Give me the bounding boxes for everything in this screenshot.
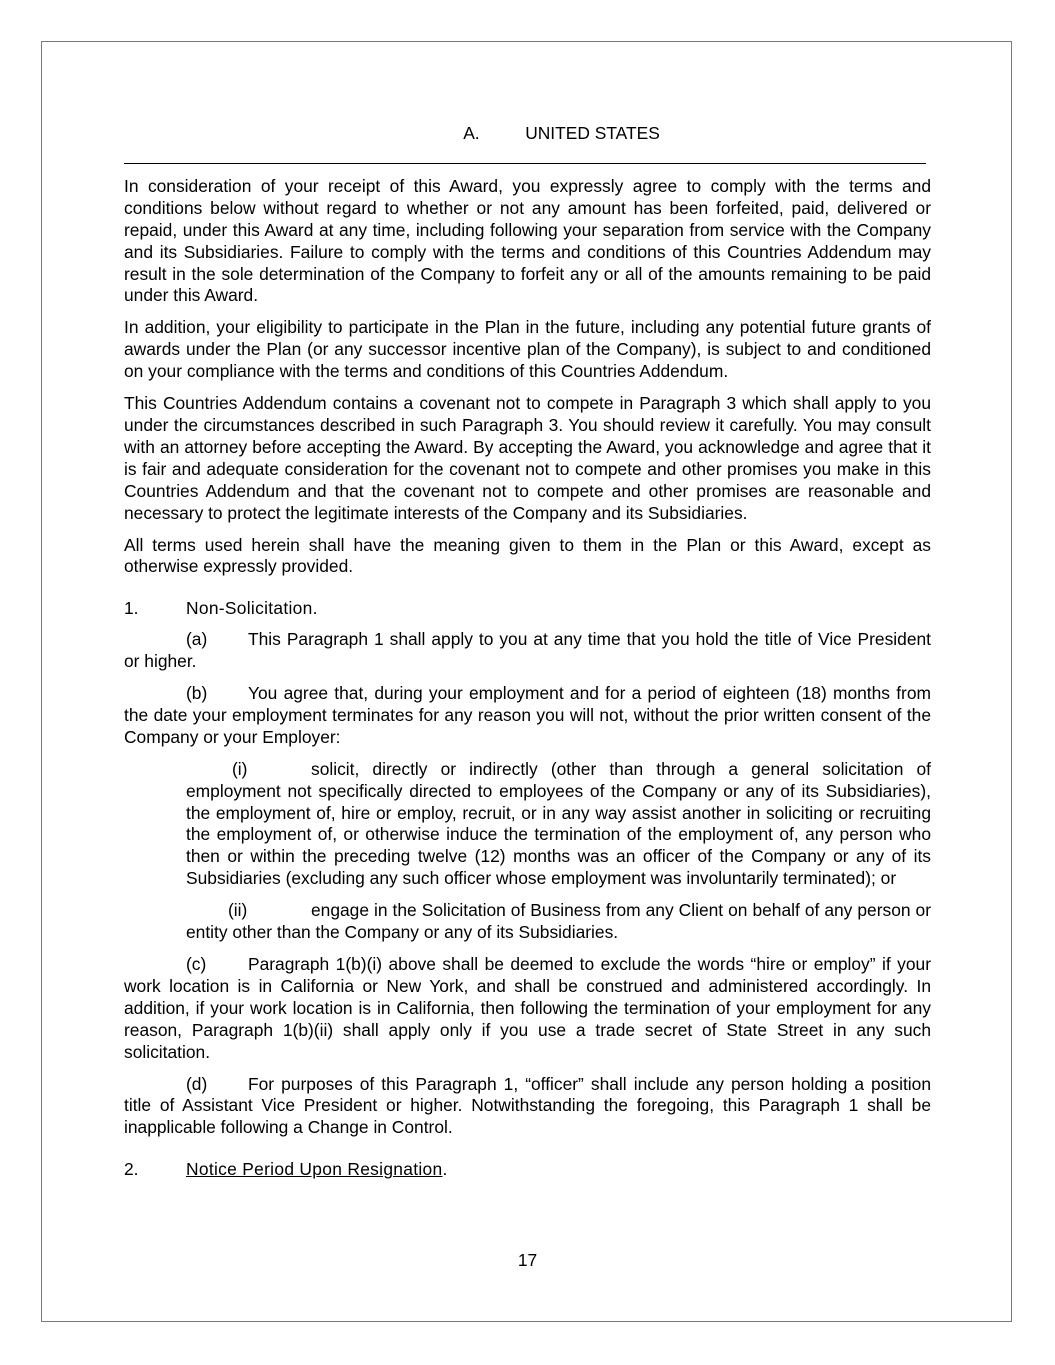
intro-paragraph-1: In consideration of your receipt of this Award, you expressly agree to comply with the terms and conditions below without regard to whether or not any amount has been forfeited, paid, delivered or repaid, under this Award at any time, including following your separation from service with the Company and its Subsidiaries. Failure to comply with the terms and conditions of this Countries Addendum may result in the sole determination of the Company to forfeit any or all of the amounts remaining to be paid under this Award.: [124, 175, 931, 306]
section-1d-label: (d): [186, 1073, 208, 1094]
intro-paragraph-2: In addition, your eligibility to participate in the Plan in the future, including any potential future grants of awards under the Plan (or any successor incentive plan of the Company), is subject to and conditioned on your compliance with the terms and conditions of this Countries Addendum.: [124, 317, 931, 382]
section-1b-label: (b): [186, 683, 208, 704]
section-2-number: 2.: [124, 1159, 139, 1180]
section-1c: [124, 954, 931, 1064]
intro-paragraph-4: All terms used herein shall have the meaning given to them in the Plan or this Award, except as otherwise expressly provided.: [124, 534, 931, 577]
intro-paragraph-3: This Countries Addendum contains a covenant not to compete in Paragraph 3 which shall apply to you under the circumstances described in such Paragraph 3. You should review it carefully. You may consult with an attorney before accepting the Award. By accepting the Award, you acknowledge and agree that it is fair and adequate consideration for the covenant not to compete and other promises you make in this Countries Addendum and that the covenant not to compete and other promises are reasonable and necessary to protect the legitimate interests of the Company and its Subsidiaries.: [124, 393, 931, 523]
section-1-title: Non-Solicitation.: [186, 598, 318, 619]
section-1c-text: Paragraph 1(b)(i) above shall be deemed to exclude the words “hire or employ” if your work location is in California or New York, and shall be construed and administered accordingly. In addition, if your work location is in California, then following the termination of your employment for any reason, Paragraph 1(b)(ii) shall apply only if you use a trade secret of State Street in any such solicitation.: [124, 954, 931, 1062]
section-1a: [124, 629, 931, 673]
section-1a-text: This Paragraph 1 shall apply to you at any time that you hold the title of Vice President or higher.: [124, 629, 931, 672]
section-1b: [124, 683, 931, 749]
section-1a-label: (a): [186, 629, 208, 650]
heading-rule: [124, 163, 926, 164]
section-1d-text: For purposes of this Paragraph 1, “officer” shall include any person holding a position title of Assistant Vice President or higher. Notwithstanding the foregoing, this Paragraph 1 shall be inapplicable following a Change in Control.: [124, 1073, 931, 1138]
section-1b-ii-text: engage in the Solicitation of Business from any Client on behalf of any person or entity other than the Company or any of its Subsidiaries.: [186, 900, 931, 943]
section-1b-ii: [186, 900, 931, 944]
section-1-number: 1.: [124, 598, 139, 619]
section-2-heading: [124, 1159, 931, 1181]
heading-number: A.: [463, 123, 480, 143]
section-1b-i-text: solicit, directly or indirectly (other than through a general solicitation of employment not specifically directed to employees of the Company or any of its Subsidiaries), the employment of, hire or employ, recruit, or in any way assist another in soliciting or recruiting the employment of, or otherwise induce the termination of the employment of, any person who then or within the preceding twelve (12) months was an officer of the Company or any of its Subsidiaries (excluding any such officer whose employment was involuntarily terminated); or: [186, 758, 931, 889]
section-2-trailing: .: [442, 1159, 448, 1180]
section-1c-label: (c): [186, 954, 207, 974]
heading-title: UNITED STATES: [525, 123, 660, 143]
page-number: 17: [517, 1250, 538, 1270]
section-heading: [124, 123, 931, 145]
section-1-heading: [124, 598, 931, 620]
section-1b-i: [186, 759, 931, 890]
section-1d: [124, 1074, 931, 1140]
section-2-title: Notice Period Upon Resignation: [186, 1159, 443, 1180]
section-1b-i-label: (i): [232, 758, 248, 779]
document-body: [124, 123, 931, 1190]
section-1b-ii-label: (ii): [228, 900, 248, 921]
section-1b-text: You agree that, during your employment and for a period of eighteen (18) months from the date your employment terminates for any reason you will not, without the prior written consent of the Company or your Employer:: [124, 683, 931, 747]
